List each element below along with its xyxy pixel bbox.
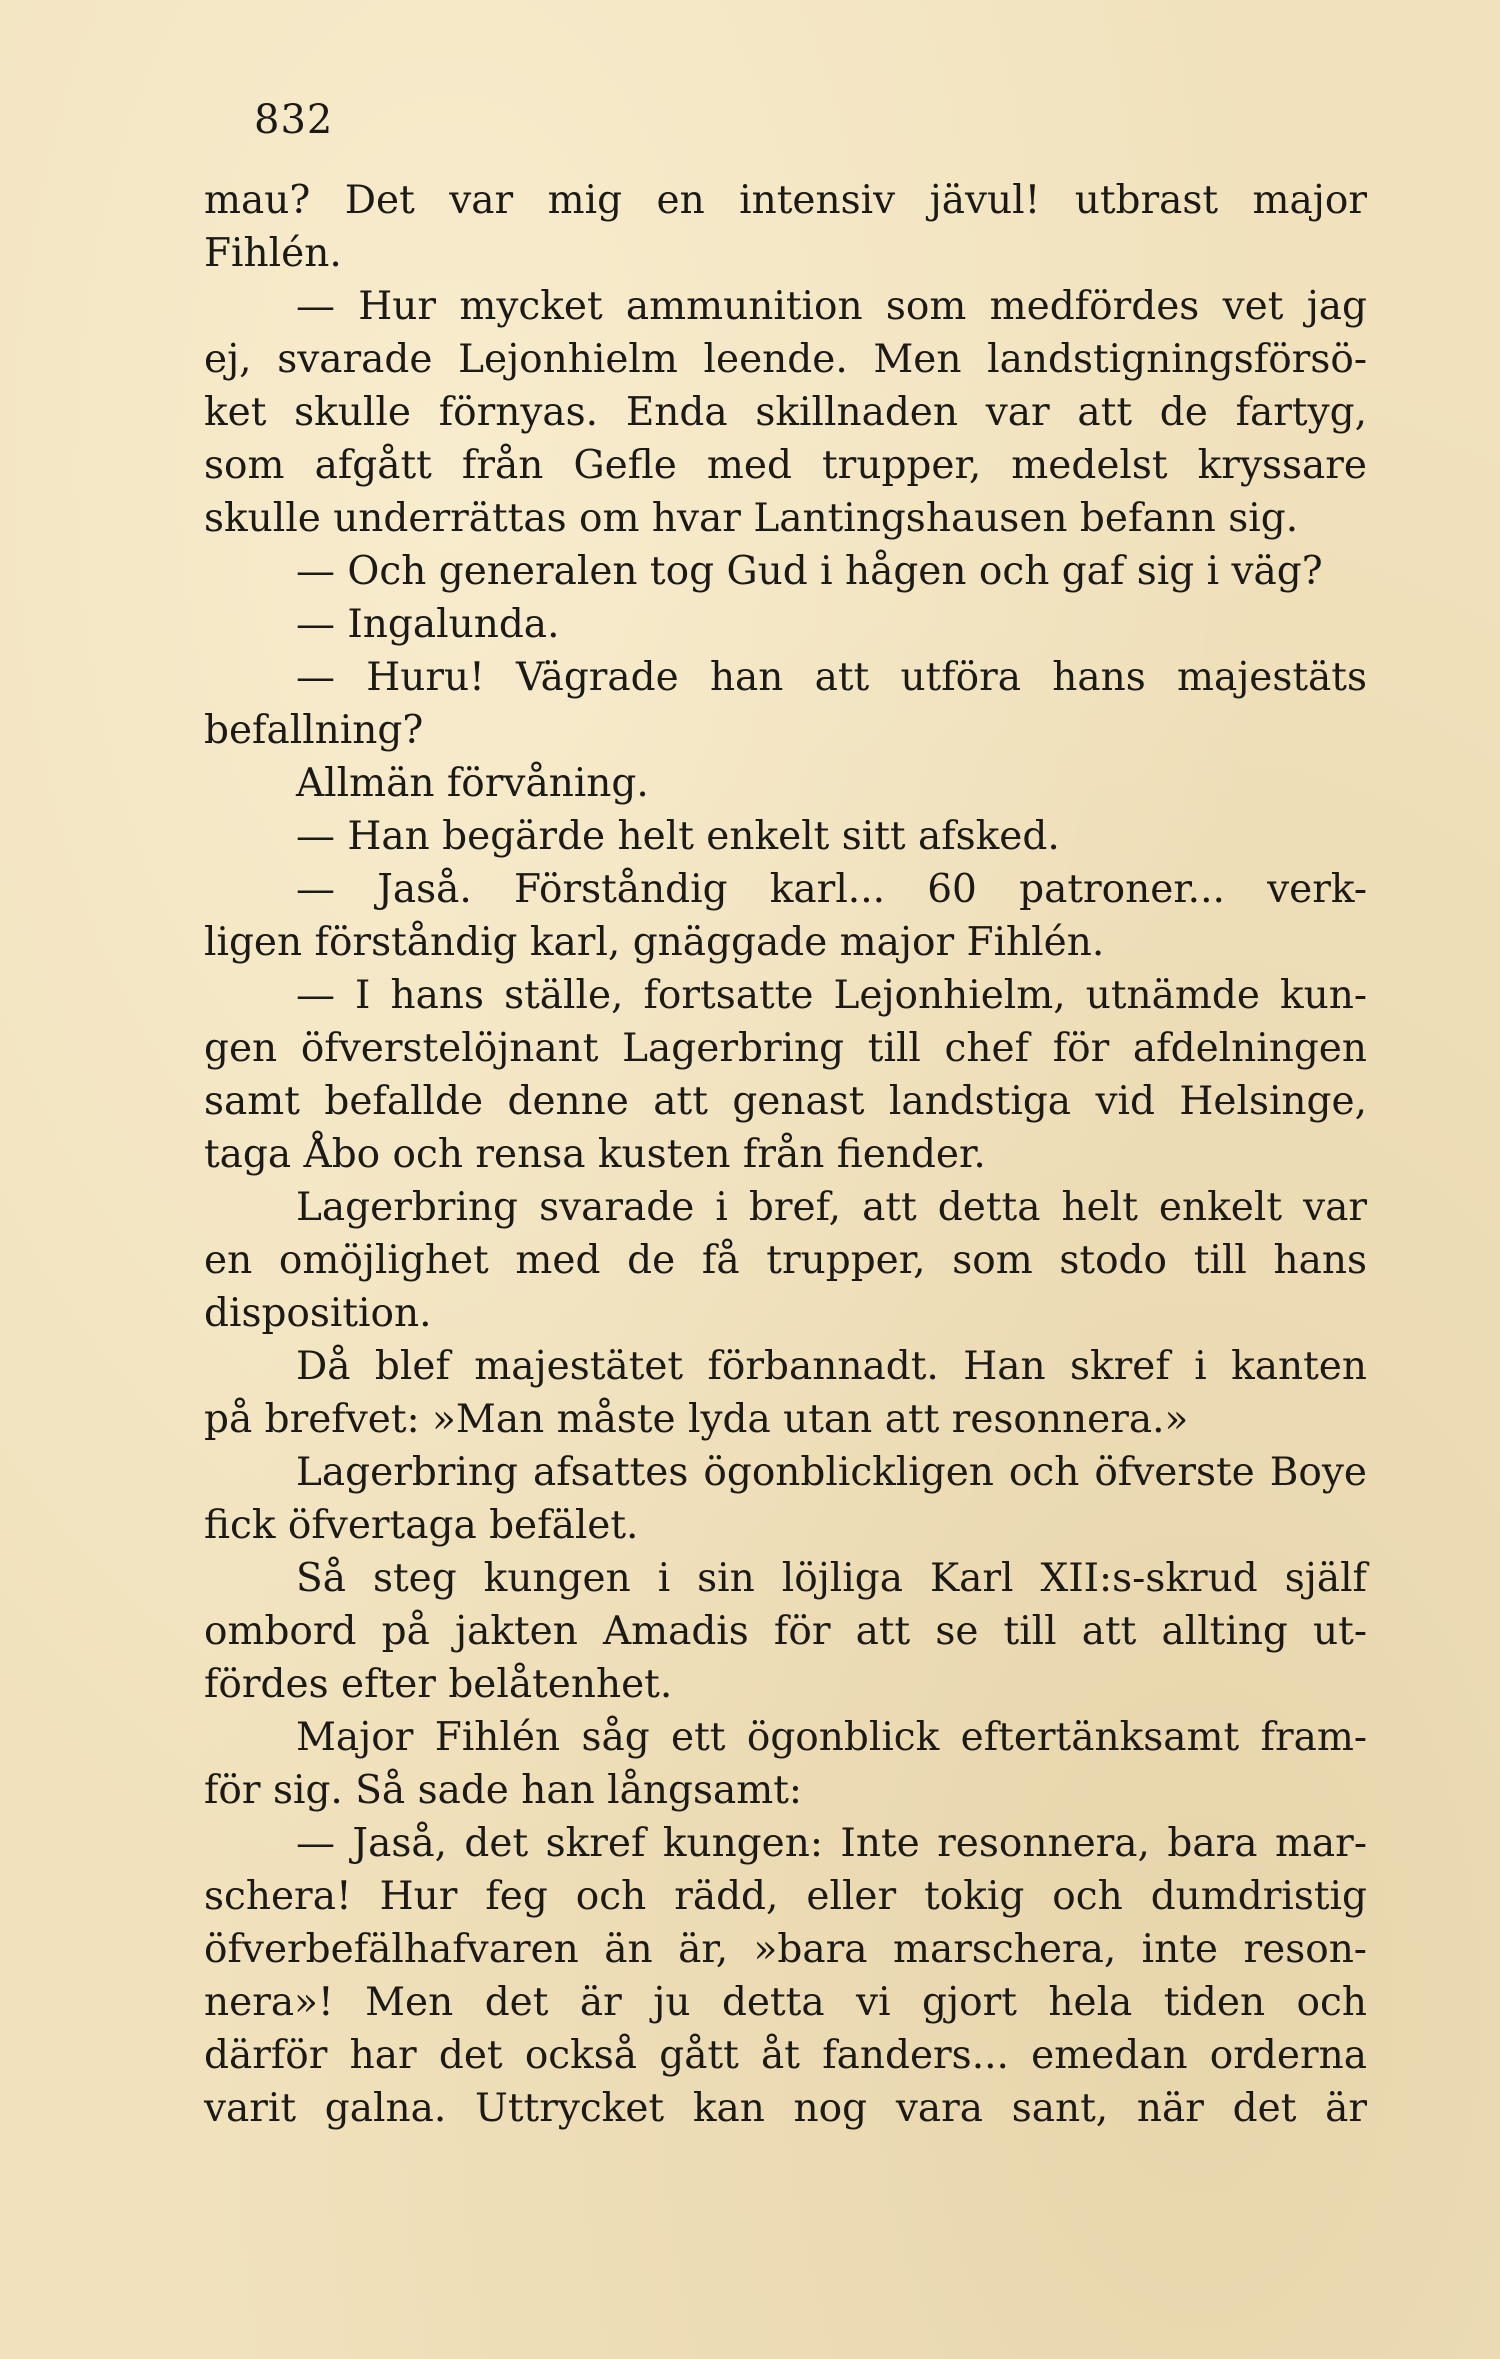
text-line: disposition. [204,1291,432,1336]
text-line: — Jaså, det skref kungen: Inte resonnera, bara mar- [296,1821,1367,1866]
text-line: fick öfvertaga befälet. [204,1503,639,1548]
text-line: Lagerbring svarade i bref, att detta helt enkelt var [296,1185,1367,1230]
text-line: befallning? [204,708,424,753]
text-line: schera! Hur feg och rädd, eller tokig och dumdristig [204,1874,1367,1919]
text-line: gen öfverstelöjnant Lagerbring till chef för afdelningen [204,1026,1367,1071]
page-number: 832 [254,97,334,143]
text-line: fördes efter belåtenhet. [204,1662,673,1707]
text-line: Så steg kungen i sin löjliga Karl XII:s-skrud själf [296,1556,1367,1601]
text-line: taga Åbo och rensa kusten från fiender. [204,1132,986,1177]
text-line: på brefvet: »Man måste lyda utan att resonnera.» [204,1397,1189,1442]
text-line: mau? Det var mig en intensiv jävul! utbrast major [204,178,1367,223]
text-line: ket skulle förnyas. Enda skillnaden var att de fartyg, [204,390,1367,435]
text-line: skulle underrättas om hvar Lantingshausen befann sig. [204,496,1299,541]
text-line: för sig. Så sade han långsamt: [204,1768,803,1813]
text-line: en omöjlighet med de få trupper, som stodo till hans [204,1238,1367,1283]
text-line: varit galna. Uttrycket kan nog vara sant, när det är [204,2086,1367,2131]
text-line: öfverbefälhafvaren än är, »bara marschera, inte reson- [204,1927,1367,1972]
text-line: samt befallde denne att genast landstiga vid Helsinge, [204,1079,1367,1124]
body-text [204,174,1367,2135]
text-line: Då blef majestätet förbannadt. Han skref i kanten [296,1344,1367,1389]
text-line: Allmän förvåning. [296,761,649,806]
text-line: Lagerbring afsattes ögonblickligen och öfverste Boye [296,1450,1367,1495]
text-line: — Huru! Vägrade han att utföra hans majestäts [296,655,1367,700]
text-line: — Hur mycket ammunition som medfördes vet jag [296,284,1367,329]
text-line: som afgått från Gefle med trupper, medelst kryssare [204,443,1367,488]
text-line: ligen förståndig karl, gnäggade major Fihlén. [204,920,1105,965]
text-line: nera»! Men det är ju detta vi gjort hela tiden och [204,1980,1367,2025]
text-line: — Och generalen tog Gud i hågen och gaf sig i väg? [296,549,1323,594]
text-line: — I hans ställe, fortsatte Lejonhielm, utnämde kun- [296,973,1367,1018]
text-line: Fihlén. [204,231,342,276]
text-line: ej, svarade Lejonhielm leende. Men landstigningsförsö- [204,337,1367,382]
text-line: därför har det också gått åt fanders... emedan orderna [204,2033,1367,2078]
text-line: Major Fihlén såg ett ögonblick eftertänksamt fram- [296,1715,1367,1760]
text-line: — Ingalunda. [296,602,560,647]
text-line: ombord på jakten Amadis för att se till att allting ut- [204,1609,1367,1654]
text-line: — Han begärde helt enkelt sitt afsked. [296,814,1060,859]
text-line: — Jaså. Förståndig karl... 60 patroner... verk- [296,867,1367,912]
